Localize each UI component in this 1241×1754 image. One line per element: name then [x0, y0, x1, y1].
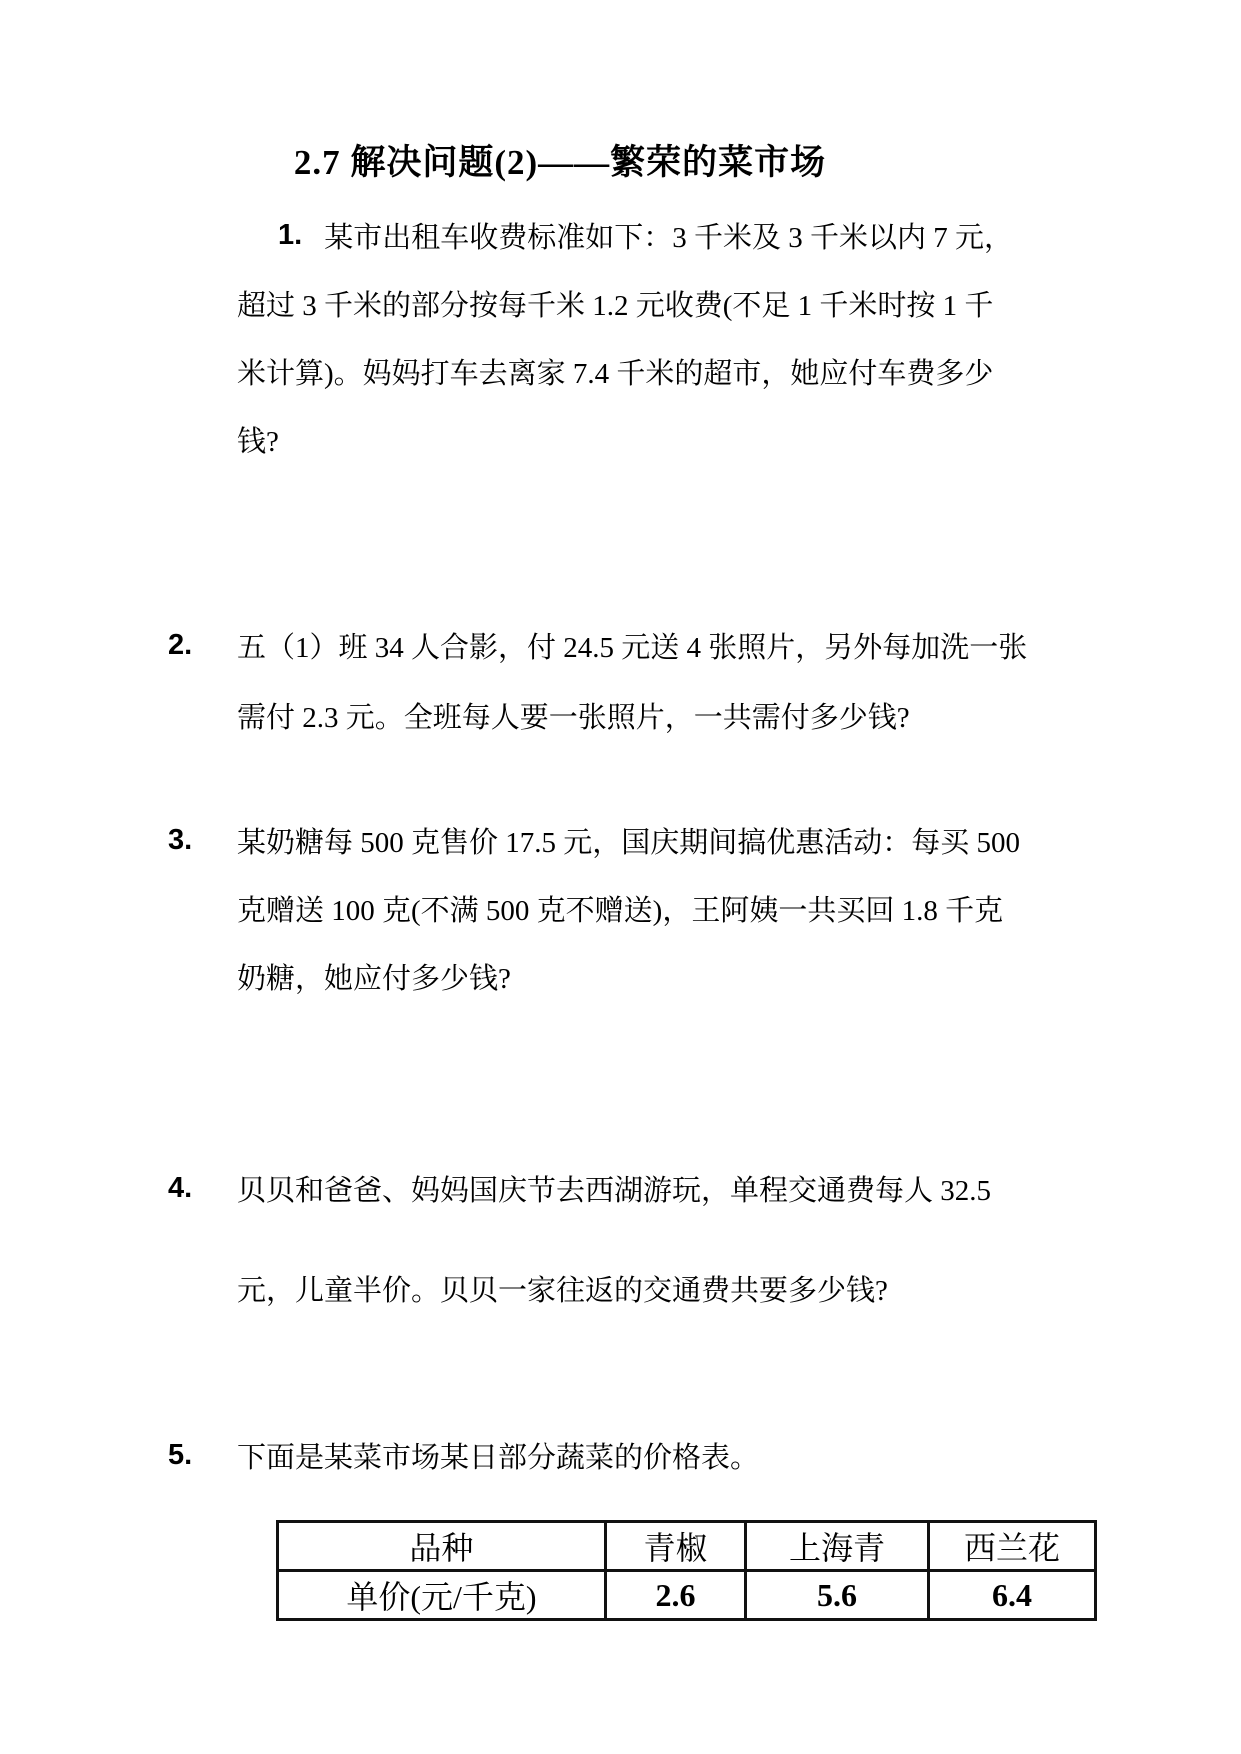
price-cell: 6.4	[928, 1571, 1095, 1620]
price-cell: 5.6	[746, 1571, 929, 1620]
problem-line: 五（1）班 34 人合影，付 24.5 元送 4 张照片，另外每加洗一张	[237, 631, 1028, 664]
table-header-row	[278, 1522, 1096, 1571]
table-header-cell: 青椒	[605, 1522, 745, 1571]
row-label-cell: 单价(元/千克)	[278, 1571, 606, 1620]
table-header-cell: 品种	[278, 1522, 606, 1571]
problem-line: 奶糖，她应付多少钱?	[237, 962, 511, 995]
problem-number: 4.	[168, 1171, 193, 1204]
table-header-cell: 上海青	[746, 1522, 929, 1571]
problem-number: 5.	[168, 1438, 193, 1471]
page-title: 2.7 解决问题(2)——繁荣的菜市场	[293, 143, 827, 182]
content-area	[168, 201, 1097, 1621]
problem-line: 某奶糖每 500 克售价 17.5 元，国庆期间搞优惠活动：每买 500	[237, 826, 1021, 859]
problem-line: 米计算)。妈妈打车去离家 7.4 千米的超市，她应付车费多少	[237, 357, 994, 390]
problem-number: 2.	[168, 628, 193, 661]
vegetable-price-table	[276, 1520, 1097, 1621]
problem-line: 贝贝和爸爸、妈妈国庆节去西湖游玩，单程交通费每人 32.5	[237, 1174, 992, 1207]
problem-text: 某市出租车收费标准如下：3 千米及 3 千米以内 7 元，	[324, 221, 1013, 254]
problem-number: 1.	[278, 218, 303, 251]
table-row	[278, 1571, 1096, 1620]
problem-line: 下面是某菜市场某日部分蔬菜的价格表。	[237, 1441, 760, 1474]
problem-2	[168, 610, 1097, 750]
problem-1	[237, 201, 1097, 473]
problem-5	[168, 1420, 1097, 1490]
problem-number: 3.	[168, 823, 193, 856]
problem-line	[237, 201, 1097, 269]
price-cell: 2.6	[605, 1571, 745, 1620]
problem-4	[168, 1138, 1097, 1338]
problem-line: 克赠送 100 克(不满 500 克不赠送)，王阿姨一共买回 1.8 千克	[237, 894, 1004, 927]
problem-line: 超过 3 千米的部分按每千米 1.2 元收费(不足 1 千米时按 1 千	[237, 289, 994, 322]
problem-3	[168, 806, 1097, 1010]
problem-line: 元，儿童半价。贝贝一家往返的交通费共要多少钱?	[237, 1274, 888, 1307]
problem-line: 需付 2.3 元。全班每人要一张照片，一共需付多少钱?	[237, 701, 910, 734]
problem-line: 钱?	[237, 425, 279, 458]
table-header-cell: 西兰花	[928, 1522, 1095, 1571]
